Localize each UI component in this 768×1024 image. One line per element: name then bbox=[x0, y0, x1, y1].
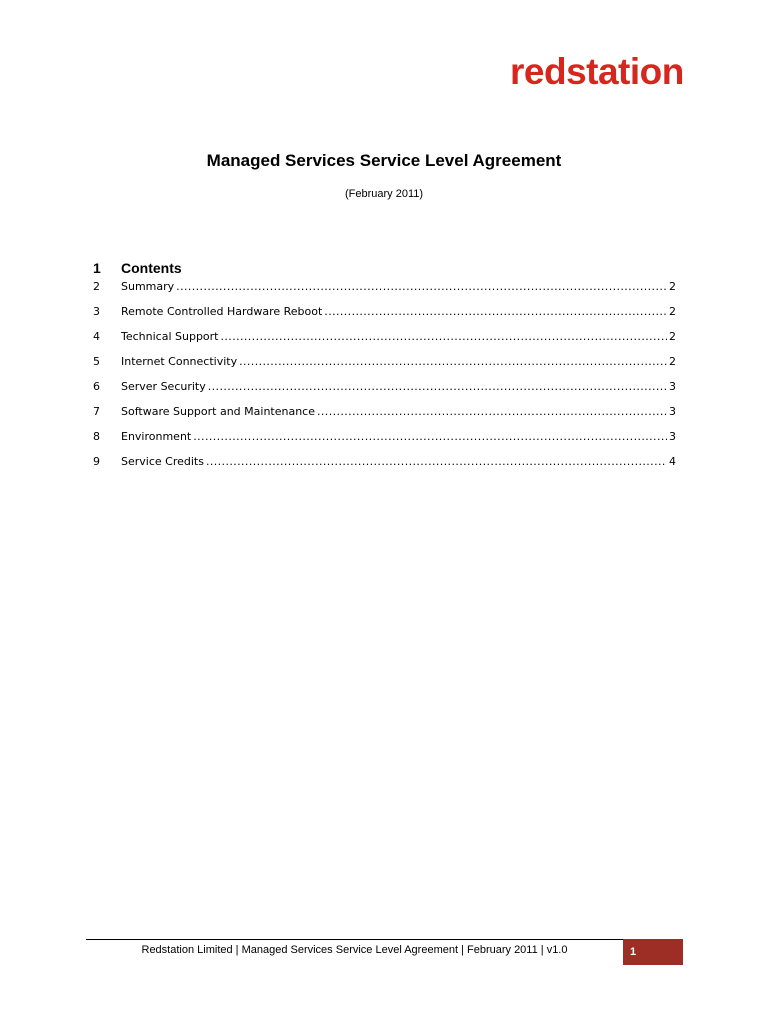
toc-entry-number: 6 bbox=[93, 380, 100, 393]
toc-dot-leader bbox=[239, 354, 667, 370]
document-date: (February 2011) bbox=[344, 188, 424, 200]
toc-entry-page: 4 bbox=[669, 455, 676, 468]
toc-heading-label: Contents bbox=[121, 260, 182, 276]
document-title: Managed Services Service Level Agreement bbox=[206, 151, 562, 170]
toc-entry-label[interactable]: Software Support and Maintenance bbox=[121, 405, 315, 418]
redstation-logo: redstation bbox=[510, 51, 684, 92]
toc-entry-label[interactable]: Technical Support bbox=[121, 330, 219, 343]
toc-entry-number: 3 bbox=[93, 305, 100, 318]
toc-entry-number: 9 bbox=[93, 455, 100, 468]
toc-dot-leader bbox=[324, 304, 667, 320]
toc-entry-page: 3 bbox=[669, 405, 676, 418]
toc-entry-label[interactable]: Summary bbox=[121, 280, 175, 293]
toc-entry-label[interactable]: Environment bbox=[121, 430, 192, 443]
toc-entry-number: 7 bbox=[93, 405, 100, 418]
toc-entry-number: 5 bbox=[93, 355, 100, 368]
toc-entry-technical-support[interactable] bbox=[93, 329, 676, 354]
toc-entry-label[interactable]: Internet Connectivity bbox=[121, 355, 238, 368]
toc-heading-number: 1 bbox=[93, 260, 101, 276]
footer-text: Redstation Limited | Managed Services Service Level Agreement | February 2011 | v1.0 bbox=[141, 944, 568, 956]
toc-dot-leader bbox=[221, 329, 668, 345]
toc-entry-server-security[interactable] bbox=[93, 379, 676, 404]
toc-entry-service-credits[interactable] bbox=[93, 454, 676, 479]
page-number-badge: 1 bbox=[623, 939, 683, 965]
toc-entry-internet-connectivity[interactable] bbox=[93, 354, 676, 379]
toc-dot-leader bbox=[206, 454, 667, 470]
toc-heading bbox=[93, 259, 182, 277]
toc-entry-page: 2 bbox=[669, 280, 676, 293]
toc-dot-leader bbox=[208, 379, 667, 395]
toc-entry-page: 3 bbox=[669, 430, 676, 443]
toc-entry-summary[interactable] bbox=[93, 279, 676, 304]
toc-entry-page: 2 bbox=[669, 355, 676, 368]
toc-entry-label[interactable]: Remote Controlled Hardware Reboot bbox=[121, 305, 323, 318]
toc-entry-software-support[interactable] bbox=[93, 404, 676, 429]
toc-entry-page: 3 bbox=[669, 380, 676, 393]
toc-entry-label[interactable]: Server Security bbox=[121, 380, 206, 393]
toc-dot-leader bbox=[317, 404, 667, 420]
toc-dot-leader bbox=[176, 279, 667, 295]
footer-divider bbox=[86, 939, 623, 940]
toc-entry-number: 4 bbox=[93, 330, 100, 343]
toc-entry-environment[interactable] bbox=[93, 429, 676, 454]
toc-entry-number: 2 bbox=[93, 280, 100, 293]
toc-entry-remote-reboot[interactable] bbox=[93, 304, 676, 329]
toc-entry-label[interactable]: Service Credits bbox=[121, 455, 204, 468]
toc-entry-page: 2 bbox=[669, 305, 676, 318]
toc-entry-page: 2 bbox=[669, 330, 676, 343]
toc-entry-number: 8 bbox=[93, 430, 100, 443]
table-of-contents bbox=[93, 279, 676, 479]
toc-dot-leader bbox=[193, 429, 667, 445]
